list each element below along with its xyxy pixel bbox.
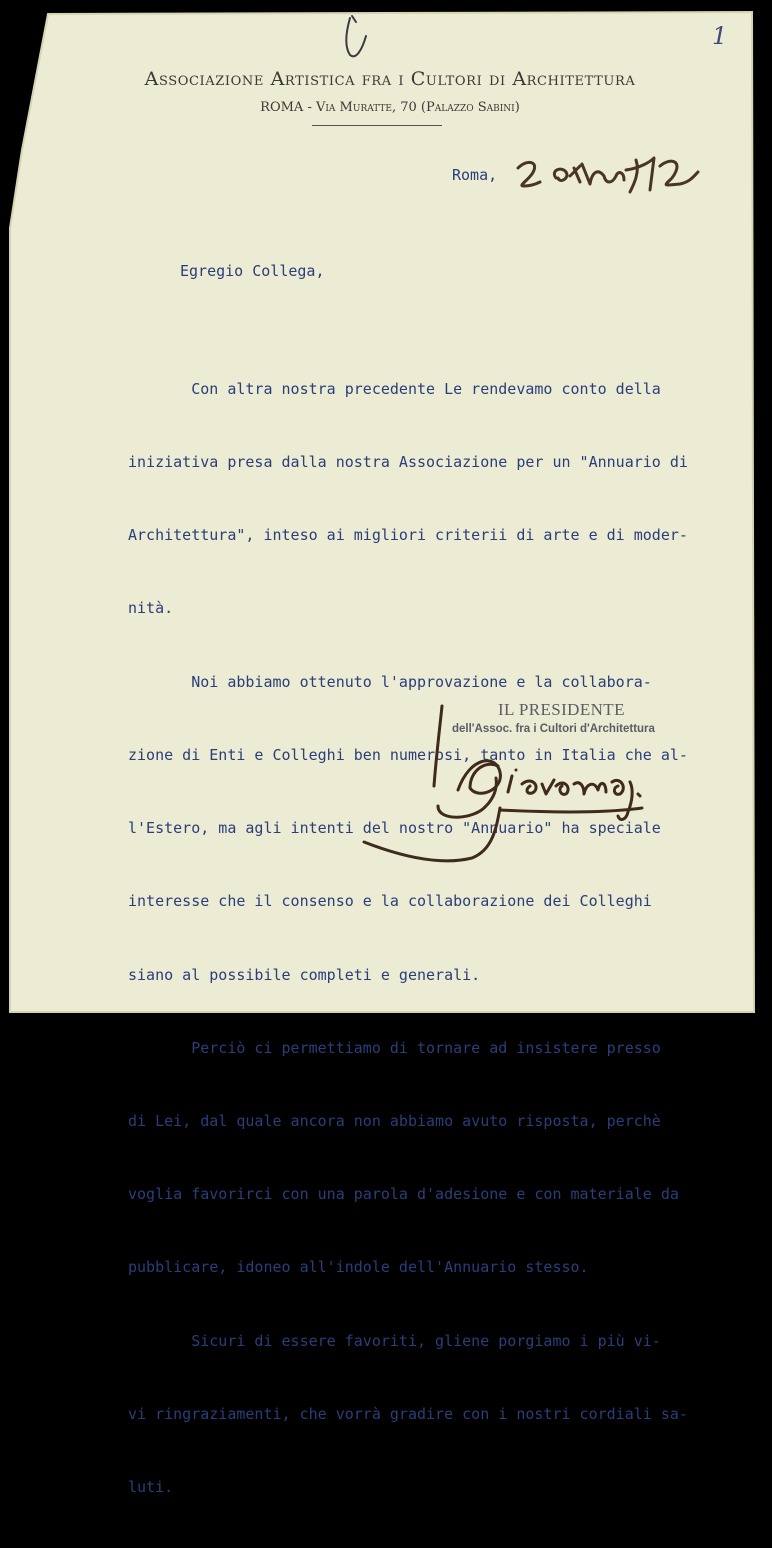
body-line: l'Estero, ma agli intenti del nostro "Annuario" ha speciale	[128, 819, 661, 838]
body-line: voglia favorirci con una parola d'adesione e con materiale da	[128, 1185, 679, 1204]
body-line: di Lei, dal quale ancora non abbiamo avuto risposta, perchè	[128, 1112, 661, 1130]
pencil-mark	[346, 16, 366, 56]
body-line: Perciò ci permettiamo di tornare ad insistere presso	[128, 1038, 661, 1057]
body-line: Architettura", inteso ai migliori criterii di arte e di moder-	[128, 526, 688, 545]
body-line: luti.	[128, 1478, 174, 1497]
body-line: siano al possibile completi e generali.	[128, 965, 481, 984]
body-line: pubblicare, idoneo all'indole dell'Annuario stesso.	[128, 1258, 589, 1277]
body-line: zione di Enti e Colleghi ben numerosi, tanto in Italia che al-	[128, 745, 688, 764]
letterhead-title: Associazione Artistica fra i Cultori di Architettura	[144, 68, 636, 90]
body-line: interesse che il consenso e la collaborazione dei Colleghi	[128, 892, 652, 911]
page-number: 1	[712, 22, 728, 50]
body-line: iniziativa presa dalla nostra Associazione per un "Annuario di	[128, 453, 688, 472]
body-line: Sicuri di essere favoriti, gliene porgiamo i più vi-	[128, 1331, 661, 1350]
body-line: Noi abbiamo ottenuto l'approvazione e la collabora-	[128, 672, 652, 691]
salutation: Egregio Collega,	[180, 262, 325, 280]
handwritten-date	[518, 158, 698, 192]
stamp-title: IL PRESIDENTE	[498, 700, 625, 719]
stamp-subtitle: dell'Assoc. fra i Cultori d'Architettura	[452, 723, 655, 735]
place-label: Roma,	[452, 166, 498, 184]
signature-mark	[364, 706, 642, 861]
body-line: Con altra nostra precedente Le rendevamo conto della	[128, 379, 661, 398]
body-line: nità.	[128, 599, 174, 618]
body-line: vi ringraziamenti, che vorrà gradire con i nostri cordiali sa-	[128, 1404, 688, 1423]
letterhead-address: ROMA - Via Muratte, 70 (Palazzo Sabini)	[260, 100, 520, 115]
